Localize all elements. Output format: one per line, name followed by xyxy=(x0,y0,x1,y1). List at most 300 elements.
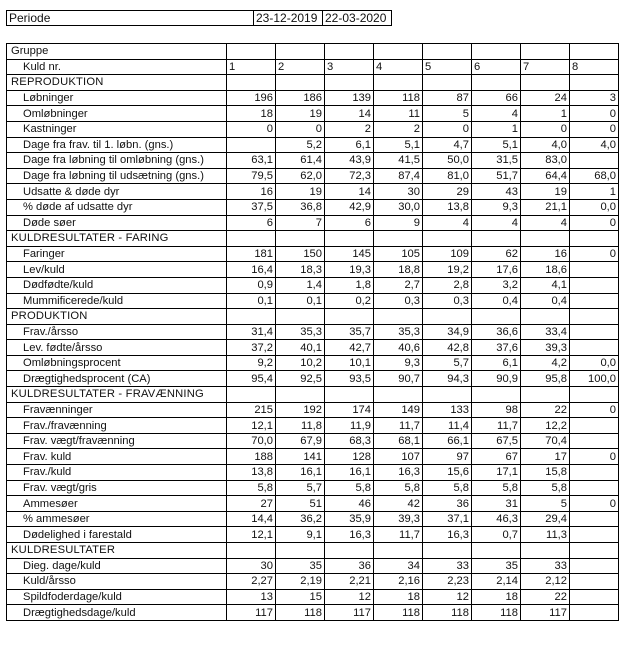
table-row xyxy=(7,340,619,356)
value-cell: 29 xyxy=(423,184,472,200)
value-cell: 4 xyxy=(472,106,521,122)
header-row-gruppe xyxy=(7,44,619,60)
empty-cell xyxy=(374,231,423,247)
row-label: Dieg. dage/kuld xyxy=(7,558,227,574)
value-cell: 0,1 xyxy=(227,293,276,309)
value-cell: 4 xyxy=(472,215,521,231)
value-cell: 12 xyxy=(325,589,374,605)
table-row xyxy=(7,402,619,418)
gruppe-cell xyxy=(570,44,619,60)
table-row xyxy=(7,277,619,293)
table-row xyxy=(7,589,619,605)
value-cell: 43,9 xyxy=(325,153,374,169)
value-cell: 12 xyxy=(423,589,472,605)
value-cell: 33,4 xyxy=(521,324,570,340)
section-header-row xyxy=(7,75,619,91)
value-cell: 17 xyxy=(521,449,570,465)
value-cell: 1 xyxy=(521,106,570,122)
value-cell: 0,9 xyxy=(227,277,276,293)
value-cell: 66 xyxy=(472,90,521,106)
table-row xyxy=(7,371,619,387)
value-cell: 30 xyxy=(374,184,423,200)
value-cell: 98 xyxy=(472,402,521,418)
value-cell: 35 xyxy=(472,558,521,574)
row-label: Omløbningsprocent xyxy=(7,355,227,371)
empty-cell xyxy=(570,387,619,403)
value-cell: 22 xyxy=(521,589,570,605)
value-cell: 5,2 xyxy=(276,137,325,153)
empty-cell xyxy=(325,543,374,559)
table-row xyxy=(7,465,619,481)
empty-cell xyxy=(570,231,619,247)
gruppe-cell xyxy=(521,44,570,60)
value-cell: 0 xyxy=(227,121,276,137)
value-cell: 29,4 xyxy=(521,511,570,527)
table-row xyxy=(7,168,619,184)
value-cell: 11,4 xyxy=(423,418,472,434)
value-cell: 133 xyxy=(423,402,472,418)
value-cell: 0 xyxy=(276,121,325,137)
row-label: Drægtighedsprocent (CA) xyxy=(7,371,227,387)
value-cell: 5 xyxy=(423,106,472,122)
empty-cell xyxy=(472,387,521,403)
value-cell xyxy=(570,511,619,527)
row-label: Dage fra løbning til udsætning (gns.) xyxy=(7,168,227,184)
empty-cell xyxy=(227,75,276,91)
value-cell: 16,3 xyxy=(325,527,374,543)
value-cell: 35,9 xyxy=(325,511,374,527)
value-cell: 13,8 xyxy=(423,199,472,215)
value-cell: 5,8 xyxy=(227,480,276,496)
empty-cell xyxy=(423,231,472,247)
value-cell: 64,4 xyxy=(521,168,570,184)
value-cell: 14 xyxy=(325,184,374,200)
value-cell: 0 xyxy=(570,449,619,465)
empty-cell xyxy=(472,231,521,247)
table-row xyxy=(7,137,619,153)
empty-cell xyxy=(521,387,570,403)
value-cell: 2 xyxy=(325,121,374,137)
value-cell: 30 xyxy=(227,558,276,574)
empty-cell xyxy=(227,309,276,325)
value-cell: 16,3 xyxy=(423,527,472,543)
value-cell: 34,9 xyxy=(423,324,472,340)
value-cell: 1 xyxy=(472,121,521,137)
value-cell: 109 xyxy=(423,246,472,262)
value-cell: 5,8 xyxy=(521,480,570,496)
value-cell xyxy=(227,137,276,153)
row-label: Dage fra løbning til omløbning (gns.) xyxy=(7,153,227,169)
table-row xyxy=(7,184,619,200)
value-cell: 4,0 xyxy=(521,137,570,153)
kuld-number: 5 xyxy=(423,59,472,75)
value-cell: 35 xyxy=(276,558,325,574)
empty-cell xyxy=(325,387,374,403)
value-cell xyxy=(570,605,619,621)
table-row xyxy=(7,558,619,574)
empty-cell xyxy=(227,543,276,559)
value-cell: 15,6 xyxy=(423,465,472,481)
row-label: Udsatte & døde dyr xyxy=(7,184,227,200)
value-cell: 5,8 xyxy=(325,480,374,496)
value-cell: 10,2 xyxy=(276,355,325,371)
value-cell: 5,1 xyxy=(472,137,521,153)
empty-cell xyxy=(570,75,619,91)
row-label: Kuld/årsso xyxy=(7,574,227,590)
value-cell: 40,6 xyxy=(374,340,423,356)
empty-cell xyxy=(423,543,472,559)
value-cell: 94,3 xyxy=(423,371,472,387)
value-cell: 2,21 xyxy=(325,574,374,590)
value-cell xyxy=(570,277,619,293)
value-cell: 19 xyxy=(521,184,570,200)
value-cell: 18 xyxy=(374,589,423,605)
value-cell: 6 xyxy=(227,215,276,231)
value-cell: 9,1 xyxy=(276,527,325,543)
table-row xyxy=(7,574,619,590)
value-cell: 12,1 xyxy=(227,527,276,543)
table-row xyxy=(7,511,619,527)
table-row xyxy=(7,262,619,278)
value-cell: 39,3 xyxy=(521,340,570,356)
value-cell: 117 xyxy=(227,605,276,621)
value-cell: 0,3 xyxy=(374,293,423,309)
value-cell: 67,5 xyxy=(472,433,521,449)
value-cell: 4,2 xyxy=(521,355,570,371)
gruppe-cell xyxy=(227,44,276,60)
section-title: REPRODUKTION xyxy=(7,75,227,91)
section-title: PRODUKTION xyxy=(7,309,227,325)
value-cell: 62,0 xyxy=(276,168,325,184)
value-cell: 11,9 xyxy=(325,418,374,434)
value-cell: 13,8 xyxy=(227,465,276,481)
row-label: Fravænninger xyxy=(7,402,227,418)
value-cell: 46 xyxy=(325,496,374,512)
value-cell: 27 xyxy=(227,496,276,512)
value-cell: 18,6 xyxy=(521,262,570,278)
value-cell: 2,8 xyxy=(423,277,472,293)
value-cell: 2,12 xyxy=(521,574,570,590)
value-cell: 100,0 xyxy=(570,371,619,387)
value-cell: 6,1 xyxy=(472,355,521,371)
value-cell: 31,4 xyxy=(227,324,276,340)
value-cell: 18,8 xyxy=(374,262,423,278)
value-cell: 0 xyxy=(570,496,619,512)
value-cell: 16 xyxy=(227,184,276,200)
gruppe-cell xyxy=(423,44,472,60)
value-cell: 24 xyxy=(521,90,570,106)
value-cell: 15 xyxy=(276,589,325,605)
value-cell: 11,3 xyxy=(521,527,570,543)
value-cell: 117 xyxy=(521,605,570,621)
section-header-row xyxy=(7,231,619,247)
value-cell: 0,3 xyxy=(423,293,472,309)
kuld-number: 8 xyxy=(570,59,619,75)
value-cell: 128 xyxy=(325,449,374,465)
value-cell xyxy=(570,574,619,590)
value-cell: 36,8 xyxy=(276,199,325,215)
empty-cell xyxy=(472,543,521,559)
kuld-number: 7 xyxy=(521,59,570,75)
table-row xyxy=(7,199,619,215)
row-label: % døde af udsatte dyr xyxy=(7,199,227,215)
value-cell: 13 xyxy=(227,589,276,605)
empty-cell xyxy=(374,309,423,325)
value-cell: 5,8 xyxy=(423,480,472,496)
value-cell: 0 xyxy=(570,106,619,122)
value-cell: 97 xyxy=(423,449,472,465)
value-cell: 16 xyxy=(521,246,570,262)
value-cell: 5 xyxy=(521,496,570,512)
value-cell: 35,7 xyxy=(325,324,374,340)
section-title: KULDRESULTATER - FRAVÆNNING xyxy=(7,387,227,403)
row-label: Frav. vægt/gris xyxy=(7,480,227,496)
value-cell: 90,7 xyxy=(374,371,423,387)
value-cell: 2,23 xyxy=(423,574,472,590)
value-cell: 62 xyxy=(472,246,521,262)
gruppe-cell xyxy=(374,44,423,60)
value-cell: 118 xyxy=(374,605,423,621)
row-label: Ammesøer xyxy=(7,496,227,512)
empty-cell xyxy=(374,543,423,559)
section-header-row xyxy=(7,543,619,559)
value-cell xyxy=(570,589,619,605)
value-cell: 12,1 xyxy=(227,418,276,434)
row-label: Lev. fødte/årsso xyxy=(7,340,227,356)
table-row xyxy=(7,480,619,496)
table-row xyxy=(7,106,619,122)
value-cell: 79,5 xyxy=(227,168,276,184)
value-cell xyxy=(570,262,619,278)
value-cell: 215 xyxy=(227,402,276,418)
value-cell: 50,0 xyxy=(423,153,472,169)
value-cell: 68,0 xyxy=(570,168,619,184)
value-cell: 117 xyxy=(325,605,374,621)
value-cell: 0 xyxy=(570,215,619,231)
value-cell: 34 xyxy=(374,558,423,574)
value-cell: 3 xyxy=(570,90,619,106)
value-cell: 67,9 xyxy=(276,433,325,449)
kuld-label: Kuld nr. xyxy=(7,59,227,75)
value-cell: 93,5 xyxy=(325,371,374,387)
row-label: Spildfoderdage/kuld xyxy=(7,589,227,605)
value-cell: 14,4 xyxy=(227,511,276,527)
value-cell: 186 xyxy=(276,90,325,106)
empty-cell xyxy=(423,387,472,403)
value-cell: 37,2 xyxy=(227,340,276,356)
empty-cell xyxy=(521,75,570,91)
value-cell: 4,0 xyxy=(570,137,619,153)
gruppe-cell xyxy=(472,44,521,60)
row-label: Dødelighed i farestald xyxy=(7,527,227,543)
value-cell: 17,6 xyxy=(472,262,521,278)
value-cell: 36,6 xyxy=(472,324,521,340)
value-cell: 0,4 xyxy=(472,293,521,309)
value-cell: 14 xyxy=(325,106,374,122)
value-cell: 92,5 xyxy=(276,371,325,387)
value-cell: 17,1 xyxy=(472,465,521,481)
value-cell: 5,8 xyxy=(374,480,423,496)
empty-cell xyxy=(472,75,521,91)
value-cell: 4 xyxy=(521,215,570,231)
empty-cell xyxy=(276,543,325,559)
value-cell: 40,1 xyxy=(276,340,325,356)
value-cell: 1 xyxy=(570,184,619,200)
value-cell: 37,6 xyxy=(472,340,521,356)
value-cell: 33 xyxy=(423,558,472,574)
value-cell: 16,4 xyxy=(227,262,276,278)
value-cell: 35,3 xyxy=(374,324,423,340)
value-cell: 196 xyxy=(227,90,276,106)
empty-cell xyxy=(227,231,276,247)
value-cell xyxy=(570,480,619,496)
value-cell xyxy=(570,324,619,340)
empty-cell xyxy=(423,309,472,325)
empty-cell xyxy=(325,231,374,247)
row-label: Døde søer xyxy=(7,215,227,231)
value-cell: 4,1 xyxy=(521,277,570,293)
value-cell: 67 xyxy=(472,449,521,465)
table-row xyxy=(7,449,619,465)
value-cell: 6,1 xyxy=(325,137,374,153)
value-cell: 66,1 xyxy=(423,433,472,449)
section-header-row xyxy=(7,387,619,403)
table-row xyxy=(7,527,619,543)
value-cell: 2,14 xyxy=(472,574,521,590)
value-cell xyxy=(570,465,619,481)
value-cell: 2,16 xyxy=(374,574,423,590)
table-row xyxy=(7,293,619,309)
value-cell: 87,4 xyxy=(374,168,423,184)
value-cell: 43 xyxy=(472,184,521,200)
value-cell: 9,2 xyxy=(227,355,276,371)
empty-cell xyxy=(276,387,325,403)
table-row xyxy=(7,355,619,371)
empty-cell xyxy=(521,543,570,559)
value-cell: 0,0 xyxy=(570,355,619,371)
value-cell: 5,7 xyxy=(276,480,325,496)
kuld-number: 1 xyxy=(227,59,276,75)
value-cell: 0 xyxy=(570,121,619,137)
value-cell: 70,0 xyxy=(227,433,276,449)
value-cell: 81,0 xyxy=(423,168,472,184)
value-cell: 11,8 xyxy=(276,418,325,434)
table-row xyxy=(7,121,619,137)
period-label: Periode xyxy=(7,11,254,26)
value-cell: 31,5 xyxy=(472,153,521,169)
value-cell: 10,1 xyxy=(325,355,374,371)
value-cell: 12,2 xyxy=(521,418,570,434)
table-row xyxy=(7,153,619,169)
empty-cell xyxy=(521,309,570,325)
value-cell: 16,1 xyxy=(325,465,374,481)
value-cell: 51,7 xyxy=(472,168,521,184)
empty-cell xyxy=(276,309,325,325)
value-cell xyxy=(570,558,619,574)
value-cell: 72,3 xyxy=(325,168,374,184)
value-cell: 68,1 xyxy=(374,433,423,449)
kuld-number: 4 xyxy=(374,59,423,75)
value-cell: 33 xyxy=(521,558,570,574)
kuld-number: 2 xyxy=(276,59,325,75)
value-cell: 11,7 xyxy=(374,527,423,543)
row-label: Drægtighedsdage/kuld xyxy=(7,605,227,621)
value-cell: 37,1 xyxy=(423,511,472,527)
value-cell: 41,5 xyxy=(374,153,423,169)
row-label: Frav./fravænning xyxy=(7,418,227,434)
value-cell: 2,7 xyxy=(374,277,423,293)
header-row-kuld xyxy=(7,59,619,75)
value-cell: 118 xyxy=(423,605,472,621)
value-cell: 118 xyxy=(472,605,521,621)
table-row xyxy=(7,605,619,621)
value-cell: 174 xyxy=(325,402,374,418)
value-cell: 36 xyxy=(325,558,374,574)
value-cell: 70,4 xyxy=(521,433,570,449)
row-label: Frav./årsso xyxy=(7,324,227,340)
value-cell: 35,3 xyxy=(276,324,325,340)
value-cell xyxy=(570,418,619,434)
value-cell: 149 xyxy=(374,402,423,418)
empty-cell xyxy=(276,75,325,91)
value-cell xyxy=(570,527,619,543)
value-cell: 0,2 xyxy=(325,293,374,309)
value-cell: 1,4 xyxy=(276,277,325,293)
value-cell: 19,3 xyxy=(325,262,374,278)
section-header-row xyxy=(7,309,619,325)
value-cell: 139 xyxy=(325,90,374,106)
value-cell: 1,8 xyxy=(325,277,374,293)
value-cell: 15,8 xyxy=(521,465,570,481)
value-cell: 31 xyxy=(472,496,521,512)
value-cell: 0,7 xyxy=(472,527,521,543)
value-cell: 0 xyxy=(423,121,472,137)
value-cell: 36,2 xyxy=(276,511,325,527)
row-label: Mummificerede/kuld xyxy=(7,293,227,309)
row-label: Frav./kuld xyxy=(7,465,227,481)
results-table xyxy=(6,43,619,621)
value-cell: 11 xyxy=(374,106,423,122)
section-title: KULDRESULTATER xyxy=(7,543,227,559)
value-cell: 9,3 xyxy=(472,199,521,215)
value-cell: 87 xyxy=(423,90,472,106)
table-row xyxy=(7,324,619,340)
value-cell: 188 xyxy=(227,449,276,465)
value-cell: 22 xyxy=(521,402,570,418)
value-cell: 18,3 xyxy=(276,262,325,278)
empty-cell xyxy=(276,231,325,247)
table-row xyxy=(7,90,619,106)
row-label: Omløbninger xyxy=(7,106,227,122)
gruppe-cell xyxy=(325,44,374,60)
period-from-date: 23-12-2019 xyxy=(254,11,323,26)
row-label: Lev/kuld xyxy=(7,262,227,278)
value-cell: 181 xyxy=(227,246,276,262)
value-cell: 19,2 xyxy=(423,262,472,278)
row-label: Løbninger xyxy=(7,90,227,106)
value-cell xyxy=(570,433,619,449)
value-cell: 5,8 xyxy=(472,480,521,496)
value-cell xyxy=(570,293,619,309)
empty-cell xyxy=(521,231,570,247)
value-cell: 9,3 xyxy=(374,355,423,371)
value-cell: 83,0 xyxy=(521,153,570,169)
value-cell: 21,1 xyxy=(521,199,570,215)
row-label: Frav. vægt/fravænning xyxy=(7,433,227,449)
gruppe-cell xyxy=(276,44,325,60)
value-cell: 0,4 xyxy=(521,293,570,309)
value-cell: 4,7 xyxy=(423,137,472,153)
